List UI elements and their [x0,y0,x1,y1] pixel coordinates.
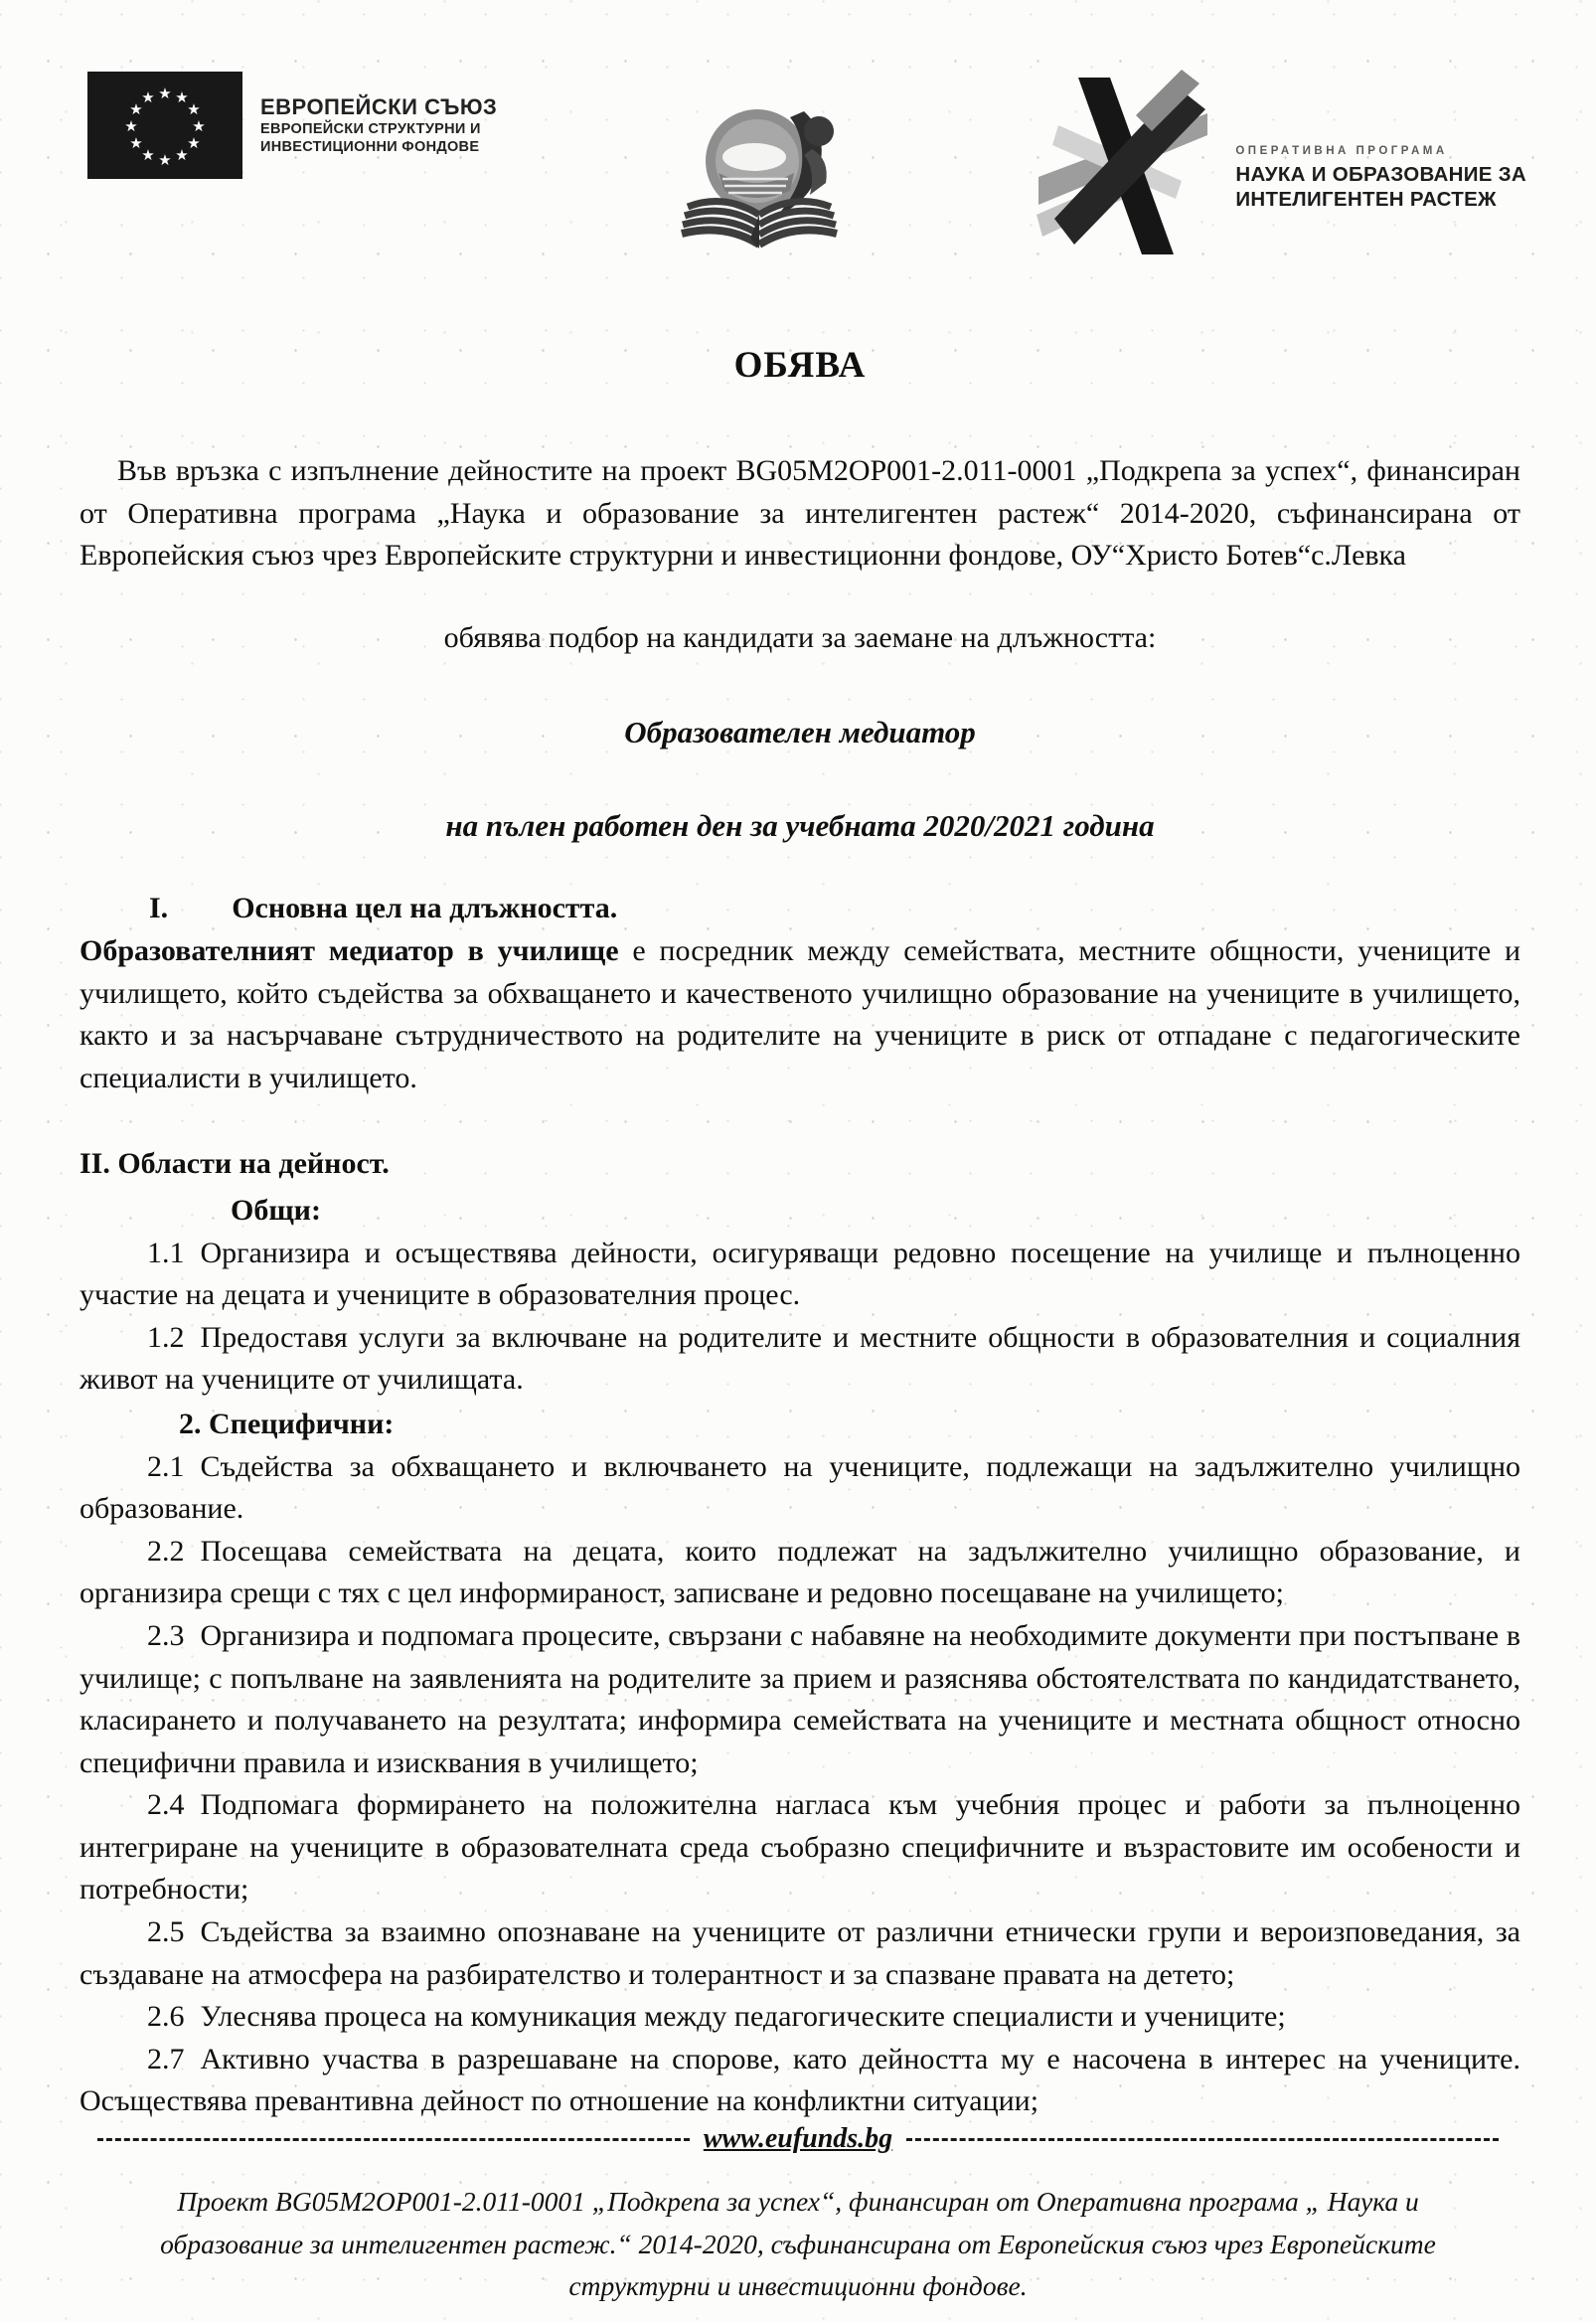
op-program-label: ОПЕРАТИВНА ПРОГРАМА [1235,144,1448,157]
eu-subtitle-line1: ЕВРОПЕЙСКИ СТРУКТУРНИ И [260,120,481,137]
document-footer [0,2123,1596,2322]
footer-project-note: Проект BG05M2OP001-2.011-0001 „Подкрепа за успех“, финансиран от Оперативна програма „ Наука и образование за интелигентен растеж.“ 2014-2020, съфинансирана от Европейския съюз чрез Европейските структурни и инвестиционни фондове. [160,2186,1436,2302]
op-x-ribbons-icon [1033,70,1221,256]
eufunds-link[interactable]: www.eufunds.bg [703,2123,893,2155]
section2-heading: II. Области на дейност. [80,1147,390,1181]
general-label: Общи: [231,1193,321,1227]
item-number: 2.7 [147,2042,185,2075]
item-text: Посещава семействата на децата, които подлежат на задължително училищно образование, и организира срещи с тях с цел информираност, записване и редовно посещаване на училището; [80,1534,1520,1610]
section1-lead-bold: Образователният медиатор в училище [80,934,619,967]
svg-text:★: ★ [175,88,189,106]
eu-flag-icon [87,72,242,179]
list-item-2-2 [80,1531,1520,1615]
svg-text:★: ★ [158,151,172,169]
item-number: 2.6 [147,2000,185,2034]
project-logo [663,89,867,258]
list-item-1-1 [80,1233,1520,1317]
footer-dash-right [906,2138,1499,2141]
svg-text:★: ★ [129,134,143,152]
document-body [0,258,1596,2123]
specific-label: 2. Специфични: [179,1407,395,1440]
announce-line: обявява подбор на кандидати за заемане на длъжността: [443,620,1157,654]
svg-text:★: ★ [187,100,201,118]
section1-heading [80,888,1520,930]
item-text: Съдейства за обхващането и включването на учениците, подлежащи на задължително училищно образование. [80,1449,1520,1526]
footer-rule [97,2123,1499,2155]
page-title: ОБЯВА [733,345,867,386]
item-text: Съдейства за взаимно опознаване на учениците от различни етнически групи и вероизповедания, за създаване на атмосфера на разбирателство и толерантност и за спазване правата на детето; [80,1915,1520,1991]
item-text: Улеснява процеса на комуникация между педагогическите специалисти и учениците; [200,2000,1286,2034]
item-text: Подпомага формирането на положителна нагласа към учебния процес и работи за пълноценно интегриране на учениците в образователната среда съобразно специфичните и възрастовите им особености и потребности; [80,1788,1520,1907]
svg-text:★: ★ [129,100,143,118]
op-logo-caption [1235,145,1526,212]
list-item-2-5 [80,1911,1520,1996]
item-number: 2.4 [147,1788,185,1822]
op-title-line2: ИНТЕЛИГЕНТЕН РАСТЕЖ [1235,187,1497,211]
op-title-line1: НАУКА И ОБРАЗОВАНИЕ ЗА [1235,162,1526,186]
eu-logo-caption [260,94,497,156]
op-logo-group [1033,70,1526,256]
svg-text:★: ★ [192,117,206,135]
list-item-2-1 [80,1446,1520,1531]
footer-dash-left [97,2138,690,2141]
globe-open-book-icon [663,89,867,258]
list-item-2-4 [80,1784,1520,1911]
item-text: Организира и осъществява дейности, осигуряващи редовно посещение на училище и пълноценно участие на децата и учениците в образователния процес. [80,1236,1520,1312]
item-number: 2.1 [147,1449,185,1483]
item-number: 1.2 [147,1320,185,1354]
item-text: Предоставя услуги за включване на родителите и местните общности в образователния и социалния живот на учениците от училищата. [80,1320,1520,1397]
item-number: 2.3 [147,1618,185,1652]
eu-title: ЕВРОПЕЙСКИ СЪЮЗ [260,94,498,120]
position-title: Образователен медиатор [624,715,976,750]
section1-number: I. [149,892,169,925]
svg-text:★: ★ [158,84,172,102]
item-number: 1.1 [147,1236,185,1269]
item-number: 2.2 [147,1534,185,1568]
svg-text:★: ★ [187,134,201,152]
svg-text:★: ★ [124,117,138,135]
eu-logo-group [87,72,497,179]
section1-heading-text: Основна цел на длъжността. [232,892,618,925]
list-item-2-6 [80,1996,1520,2039]
svg-text:★: ★ [175,146,189,164]
employment-term: на пълен работен ден за учебната 2020/2021 година [445,808,1155,844]
section1-lead-rest: е посредник между семействата, местните общности, учениците и училището, който съдейства за обхващането и качественото училищно образование на учениците в училището, както и за насърчаване сътрудничеството на родителите на учениците в риск от отпадане с педагогическите специалисти в училището. [80,934,1520,1094]
svg-text:★: ★ [141,88,155,106]
eu-subtitle-line2: ИНВЕСТИЦИОННИ ФОНДОВЕ [260,138,480,155]
list-item-1-2 [80,1317,1520,1402]
list-item-2-3 [80,1615,1520,1784]
item-number: 2.5 [147,1915,185,1949]
item-text: Организира и подпомага процесите, свързани с набавяне на необходимите документи при постъпване в училище; с попълване на заявленията на родителите за прием и разяснява обстоятелствата по кандидатстването, класирането и получаването на резултата; информира семействата на учениците и местната общност относно специфични правила и изисквания в училището; [80,1618,1520,1779]
section1-paragraph [80,930,1520,1099]
header-logos [0,0,1596,258]
list-item-2-7 [80,2039,1520,2123]
item-text: Активно участва в разрешаване на спорове, като дейността му е насочена в интерес на учениците. Осъществява превантивна дейност по отношение на конфликтни ситуации; [80,2042,1520,2118]
intro-paragraph: Във връзка с изпълнение дейностите на проект BG05M2OP001-2.011-0001 „Подкрепа за успех“, финансиран от Оперативна програма „Наука и образование за интелигентен растеж“ 2014-2020, съфинансирана от Европейския съюз чрез Европейските структурни и инвестиционни фондове, ОУ“Христо Ботев“с.Левка [80,454,1520,573]
svg-text:★: ★ [141,146,155,164]
